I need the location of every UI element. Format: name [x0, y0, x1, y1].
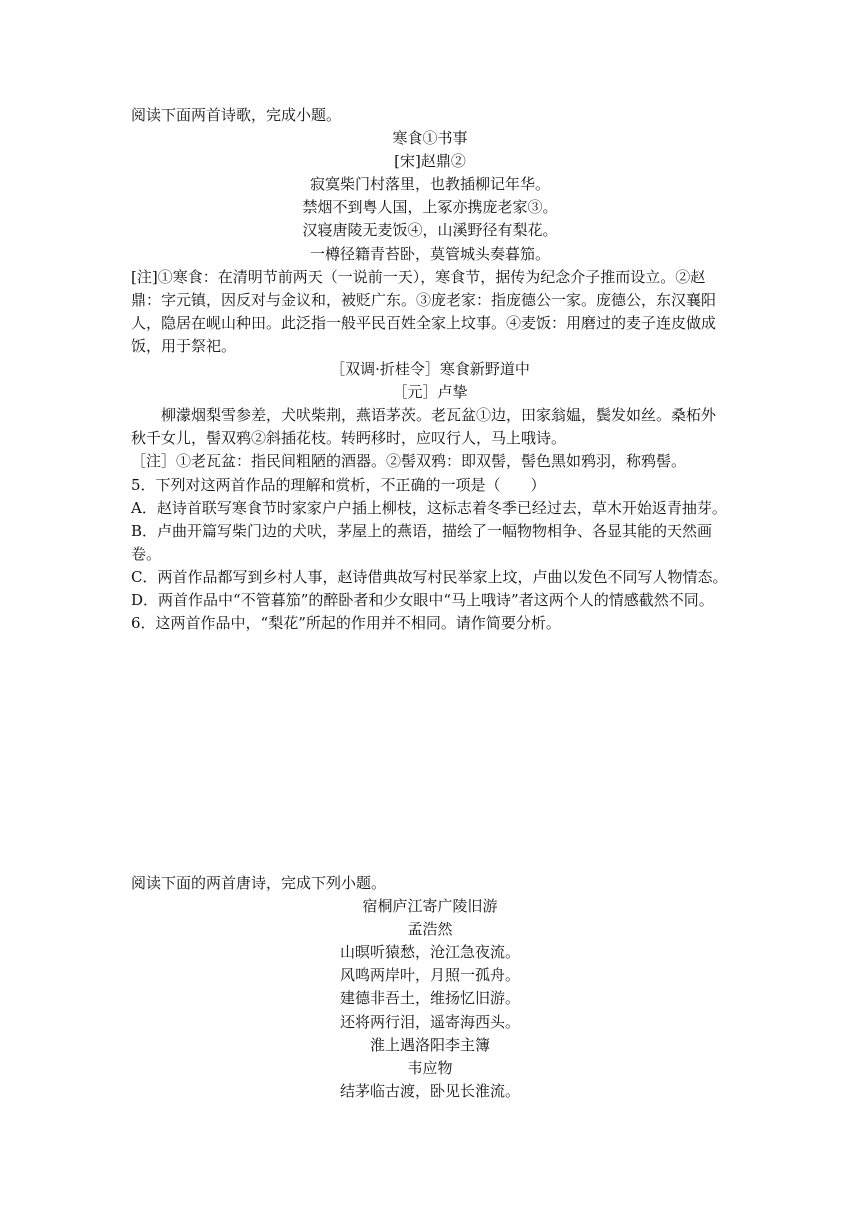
poem-line: 禁烟不到粤人国，上冢亦携庞老家③。	[302, 198, 558, 217]
poem-author: ［元］卢挚	[392, 383, 468, 402]
poem-title: 寒食①书事	[392, 129, 468, 148]
questions	[131, 474, 729, 636]
poem-line: 一樽径籍青苔卧，莫管城头奏暮笳。	[309, 244, 550, 263]
poem-body: 柳濛烟梨雪参差，犬吠柴荆，燕语茅茨。老瓦盆①边，田家翁媪，鬓发如丝。桑柘外秋千女儿，髻双鸦②斜插花枝。转眄移时，应叹行人，马上哦诗。	[131, 406, 717, 448]
poem-line: 汉寝唐陵无麦饭④，山溪野径有梨花。	[302, 221, 558, 240]
reading-section-2	[131, 872, 729, 1103]
poem-title: ［双调·折桂令］寒食新野道中	[330, 360, 530, 379]
poem-line: 山暝听猿愁，沧江急夜流。	[339, 943, 520, 962]
poem-3	[131, 895, 729, 1034]
poem-line: 寂寞柴门村落里，也教插柳记年华。	[309, 175, 550, 194]
poem-note: ［注］①老瓦盆：指民间粗陋的酒器。②髻双鸦：即双髻，髻色黑如鸦羽，称鸦髻。	[131, 452, 687, 471]
poem-line: 建德非吾土，维扬忆旧游。	[339, 989, 520, 1008]
question-5: 5．下列对这两首作品的理解和赏析，不正确的一项是（ ）	[131, 475, 546, 494]
option-c: C．两首作品都写到乡村人事，赵诗借典故写村民举家上坟，卢曲以发色不同写人物情态。	[131, 567, 728, 586]
reading-section-1	[131, 104, 729, 635]
poem-4	[131, 1034, 729, 1103]
section-intro: 阅读下面的两首唐诗，完成下列小题。	[131, 874, 387, 892]
poem-line: 还将两行泪，遥寄海西头。	[339, 1012, 520, 1031]
section-intro: 阅读下面两首诗歌，完成小题。	[131, 106, 342, 124]
option-a: A．赵诗首联写寒食节时家家户户插上柳枝，这标志着冬季已经过去，草木开始返青抽芽。	[131, 498, 727, 517]
poem-line: 结茅临古渡，卧见长淮流。	[339, 1081, 520, 1100]
poem-title: 淮上遇洛阳李主簿	[369, 1035, 490, 1054]
poem-1	[131, 127, 729, 358]
option-b: B．卢曲开篇写柴门边的犬吠，茅屋上的燕语，描绘了一幅物物相争、各显其能的天然画卷。	[131, 521, 713, 563]
poem-author: [宋]赵鼎②	[394, 152, 466, 171]
poem-line: 风鸣两岸叶，月照一孤舟。	[339, 966, 520, 985]
question-6: 6．这两首作品中，“梨花”所起的作用并不相同。请作简要分析。	[131, 614, 561, 633]
option-d: D．两首作品中“不管暮笳”的醉卧者和少女眼中“马上哦诗”者这两个人的情感截然不同。	[131, 590, 714, 609]
poem-note: [注]①寒食：在清明节前两天（一说前一天），寒食节，据传为纪念介子推而设立。②赵鼎：字元镇，因反对与金议和，被贬广东。③庞老家：指庞德公一家。庞德公，东汉襄阳人，隐居在岘山种田。此泛指一般平民百姓全家上坟事。④麦饭：用磨过的麦子连皮做成饭，用于祭祀。	[131, 267, 717, 355]
poem-2	[131, 358, 729, 473]
poem-author: 韦应物	[407, 1058, 453, 1077]
poem-title: 宿桐庐江寄广陵旧游	[362, 897, 498, 916]
poem-author: 孟浩然	[407, 920, 453, 939]
